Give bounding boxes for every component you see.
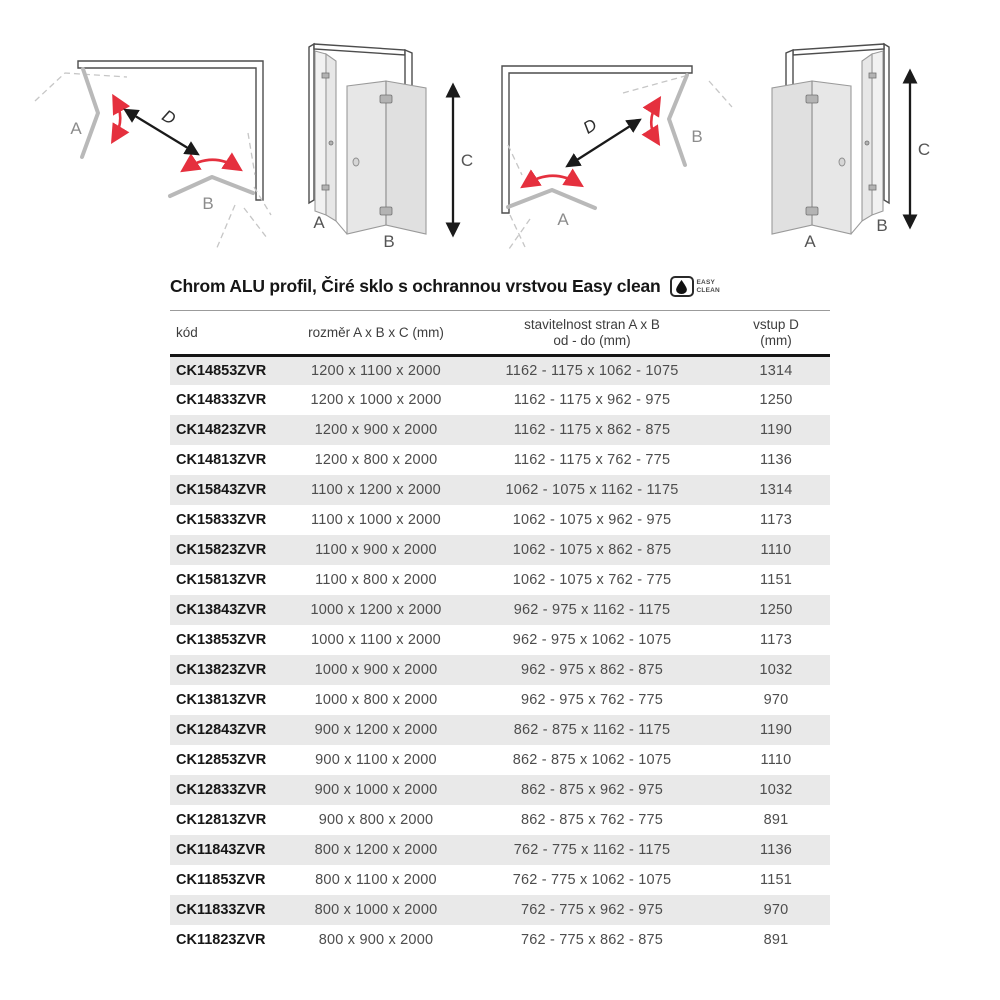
col-header-vstup: [722, 311, 830, 356]
swing-arrow-a: [525, 176, 579, 185]
cell-rozmer: 900 x 1100 x 2000: [315, 752, 437, 769]
spec-table: [170, 310, 830, 955]
plan-view-right-diagram: [485, 35, 737, 270]
cell-stavitelnost: 862 - 875 x 962 - 975: [520, 782, 664, 799]
iso-view-right-diagram: [748, 35, 938, 265]
side-panel-a: [315, 51, 336, 221]
cell-rozmer: 1200 x 900 x 2000: [314, 422, 438, 439]
folding-door-a: [508, 190, 595, 208]
cell-rozmer: 900 x 800 x 2000: [318, 812, 434, 829]
label-a: A: [313, 213, 325, 232]
cell-vstup: 1110: [760, 542, 792, 559]
cell-vstup: 970: [763, 692, 789, 709]
cell-vstup: 891: [763, 932, 789, 949]
cell-vstup: 1032: [759, 782, 793, 799]
bifold-door-b: [347, 81, 426, 234]
cell-vstup: 1314: [759, 482, 793, 499]
col-header-vstup-line2: (mm): [760, 332, 792, 348]
cell-stavitelnost: 1162 - 1175 x 962 - 975: [513, 392, 671, 409]
cell-kod: CK14853ZVR: [176, 363, 267, 380]
table-row: [170, 865, 830, 895]
cell-stavitelnost: 1062 - 1075 x 862 - 875: [512, 542, 672, 559]
cell-stavitelnost: 962 - 975 x 762 - 775: [520, 692, 664, 709]
open-position-dashed-lines: [35, 73, 271, 250]
cell-vstup: 1032: [759, 662, 793, 679]
label-b: B: [383, 232, 395, 251]
cell-kod: CK15823ZVR: [176, 542, 267, 559]
label-c: C: [460, 151, 474, 170]
cell-kod: CK12813ZVR: [176, 812, 267, 829]
cell-vstup: 1136: [760, 842, 792, 859]
table-row: [170, 415, 830, 445]
table-row: [170, 745, 830, 775]
easy-clean-label: [697, 279, 720, 293]
cell-vstup: 1136: [760, 452, 792, 469]
col-header-rozmer: rozměr A x B x C (mm): [290, 311, 462, 356]
table-row: [170, 445, 830, 475]
cell-vstup: 1314: [759, 363, 793, 380]
cell-kod: CK14833ZVR: [176, 392, 267, 409]
cell-kod: CK12833ZVR: [176, 782, 267, 799]
cell-stavitelnost: 1062 - 1075 x 1162 - 1175: [505, 482, 679, 499]
iso-view-left-diagram: [295, 35, 480, 260]
cell-vstup: 1173: [760, 632, 792, 649]
cell-stavitelnost: 962 - 975 x 1062 - 1075: [512, 632, 672, 649]
col-header-vstup-line1: vstup D: [753, 317, 799, 332]
cell-vstup: 970: [763, 902, 789, 919]
cell-vstup: 1173: [760, 512, 792, 529]
cell-kod: CK14823ZVR: [176, 422, 267, 439]
cell-stavitelnost: 1162 - 1175 x 762 - 775: [513, 452, 671, 469]
table-row: [170, 565, 830, 595]
label-a: A: [804, 232, 816, 251]
label-b: B: [876, 216, 888, 235]
cell-stavitelnost: 762 - 775 x 862 - 875: [520, 932, 664, 949]
cell-kod: CK15813ZVR: [176, 572, 267, 589]
table-row: [170, 475, 830, 505]
cell-kod: CK15843ZVR: [176, 482, 267, 499]
cell-kod: CK13843ZVR: [176, 602, 267, 619]
cell-rozmer: 800 x 900 x 2000: [318, 932, 434, 949]
cell-rozmer: 1100 x 800 x 2000: [315, 572, 437, 589]
cell-kod: CK13823ZVR: [176, 662, 267, 679]
cell-rozmer: 1200 x 1100 x 2000: [311, 363, 441, 380]
table-row: [170, 685, 830, 715]
hinge-top: [380, 95, 392, 103]
spec-table-body: [170, 355, 830, 955]
table-row: [170, 385, 830, 415]
cell-rozmer: 1200 x 1000 x 2000: [310, 392, 442, 409]
swing-arrow-b: [185, 160, 238, 169]
folding-door-a: [82, 69, 98, 157]
label-b: B: [691, 127, 703, 146]
cell-stavitelnost: 762 - 775 x 1162 - 1175: [513, 842, 671, 859]
cell-rozmer: 1000 x 900 x 2000: [314, 662, 438, 679]
label-a: A: [70, 119, 82, 138]
col-header-stavitelnost-line1: stavitelnost stran A x B: [524, 317, 660, 332]
easy-clean-line2: CLEAN: [696, 286, 720, 294]
cell-vstup: 1250: [759, 392, 793, 409]
cell-vstup: 1190: [760, 422, 792, 439]
cell-rozmer: 1000 x 1100 x 2000: [311, 632, 441, 649]
table-row: [170, 355, 830, 385]
cell-rozmer: 1100 x 1200 x 2000: [311, 482, 441, 499]
label-a: A: [557, 210, 569, 229]
table-row: [170, 655, 830, 685]
cell-rozmer: 1000 x 1200 x 2000: [310, 602, 442, 619]
cell-stavitelnost: 1162 - 1175 x 862 - 875: [513, 422, 671, 439]
swing-arrow-b: [651, 101, 658, 141]
title-row: [170, 276, 830, 297]
bifold-door-a: [772, 81, 851, 234]
plan-view-left-diagram: [30, 35, 280, 270]
cell-stavitelnost: 762 - 775 x 1062 - 1075: [512, 872, 672, 889]
col-header-stavitelnost: [462, 311, 722, 356]
table-row: [170, 595, 830, 625]
table-row: [170, 805, 830, 835]
table-row: [170, 835, 830, 865]
table-row: [170, 505, 830, 535]
cell-kod: CK12853ZVR: [176, 752, 267, 769]
cell-stavitelnost: 862 - 875 x 762 - 775: [520, 812, 664, 829]
cell-rozmer: 1100 x 1000 x 2000: [311, 512, 441, 529]
cell-vstup: 1190: [760, 722, 792, 739]
folding-door-b: [669, 75, 687, 165]
cell-rozmer: 900 x 1200 x 2000: [314, 722, 438, 739]
cell-vstup: 1151: [760, 872, 792, 889]
easy-clean-line1: EASY: [696, 279, 716, 287]
cell-vstup: 891: [763, 812, 789, 829]
label-b: B: [202, 194, 214, 213]
cell-kod: CK11833ZVR: [176, 902, 266, 919]
cell-vstup: 1110: [760, 752, 792, 769]
cell-stavitelnost: 862 - 875 x 1162 - 1175: [513, 722, 671, 739]
cell-stavitelnost: 762 - 775 x 962 - 975: [520, 902, 664, 919]
hinge-bottom: [380, 207, 392, 215]
cell-rozmer: 1200 x 800 x 2000: [314, 452, 438, 469]
cell-stavitelnost: 862 - 875 x 1062 - 1075: [512, 752, 672, 769]
table-row: [170, 715, 830, 745]
cell-kod: CK13853ZVR: [176, 632, 267, 649]
label-d: D: [579, 115, 601, 138]
walls: [78, 61, 263, 200]
side-panel-b: [862, 51, 883, 221]
cell-kod: CK11853ZVR: [176, 872, 266, 889]
cell-rozmer: 800 x 1100 x 2000: [315, 872, 437, 889]
table-row: [170, 925, 830, 955]
cell-kod: CK11823ZVR: [176, 932, 266, 949]
table-row: [170, 535, 830, 565]
col-header-kod: kód: [170, 311, 290, 356]
page-title: Chrom ALU profil, Čiré sklo s ochrannou vrstvou Easy clean: [170, 276, 661, 296]
cell-stavitelnost: 1162 - 1175 x 1062 - 1075: [505, 363, 679, 380]
label-c: C: [917, 140, 931, 159]
table-row: [170, 625, 830, 655]
table-row: [170, 895, 830, 925]
cell-rozmer: 900 x 1000 x 2000: [314, 782, 438, 799]
easy-clean-badge: [670, 276, 720, 297]
door-handle: [353, 158, 359, 166]
table-header-row: [170, 311, 830, 356]
open-position-dashed-lines: [508, 76, 732, 249]
cell-stavitelnost: 1062 - 1075 x 762 - 775: [512, 572, 672, 589]
cell-kod: CK14813ZVR: [176, 452, 267, 469]
swing-arrow-a: [114, 99, 120, 139]
cell-kod: CK12843ZVR: [176, 722, 267, 739]
cell-kod: CK13813ZVR: [176, 692, 267, 709]
door-handle: [839, 158, 845, 166]
hinge-bottom: [806, 207, 818, 215]
cell-stavitelnost: 962 - 975 x 1162 - 1175: [513, 602, 671, 619]
hinge-top: [806, 95, 818, 103]
cell-vstup: 1250: [759, 602, 793, 619]
cell-stavitelnost: 1062 - 1075 x 962 - 975: [512, 512, 672, 529]
cell-stavitelnost: 962 - 975 x 862 - 875: [520, 662, 664, 679]
table-row: [170, 775, 830, 805]
cell-kod: CK15833ZVR: [176, 512, 267, 529]
cell-rozmer: 800 x 1000 x 2000: [314, 902, 438, 919]
diagonal-dimension-arrow: [569, 121, 638, 165]
cell-rozmer: 800 x 1200 x 2000: [314, 842, 438, 859]
cell-rozmer: 1100 x 900 x 2000: [315, 542, 437, 559]
cell-vstup: 1151: [760, 572, 792, 589]
cell-kod: CK11843ZVR: [176, 842, 266, 859]
droplet-icon: [670, 276, 694, 297]
cell-rozmer: 1000 x 800 x 2000: [314, 692, 438, 709]
spec-table-wrap: [170, 310, 830, 955]
label-d: D: [158, 105, 179, 129]
col-header-stavitelnost-line2: od - do (mm): [553, 332, 631, 348]
walls: [502, 66, 692, 213]
